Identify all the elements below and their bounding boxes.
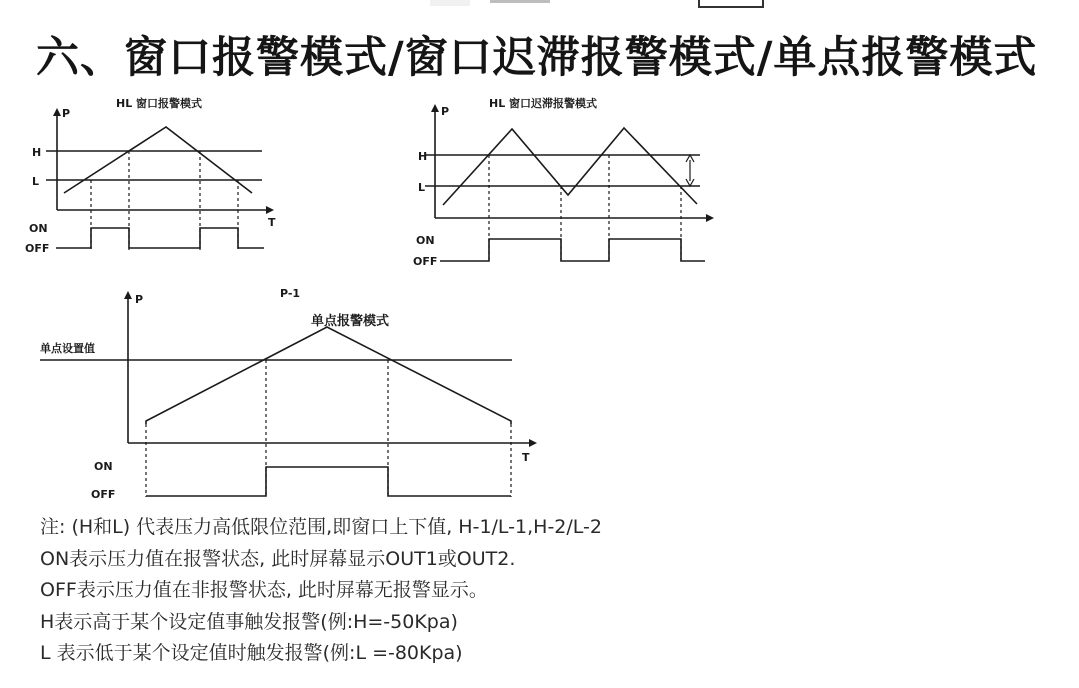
single-off-label: OFF bbox=[91, 488, 116, 501]
note-line: 注: (H和L) 代表压力高低限位范围,即窗口上下值, H-1/L-1,H-2/L-2 bbox=[40, 516, 602, 538]
hysteresis-low-label: L bbox=[418, 181, 426, 194]
page-title: 六、窗口报警模式/窗口迟滞报警模式/单点报警模式 bbox=[36, 33, 1038, 83]
window-switch-signal bbox=[56, 228, 264, 248]
window-pressure-curve bbox=[64, 127, 252, 193]
window-high-label: H bbox=[32, 146, 42, 159]
single-pressure-curve bbox=[146, 327, 511, 424]
note-line: H表示高于某个设定值事触发报警(例:H=-50Kpa) bbox=[40, 610, 458, 633]
hysteresis-y-label: P bbox=[441, 105, 450, 118]
single-switch-signal bbox=[146, 467, 511, 496]
single-diagram-caption: P-1 bbox=[280, 287, 301, 300]
hysteresis-high-label: H bbox=[418, 150, 428, 163]
hysteresis-pressure-curve bbox=[443, 128, 697, 205]
single-on-label: ON bbox=[94, 460, 113, 473]
single-x-label: T bbox=[522, 451, 530, 464]
window-diagram-title: HL 窗口报警模式 bbox=[116, 97, 203, 110]
window-alarm-diagram bbox=[25, 96, 276, 255]
notes-block bbox=[40, 512, 1040, 670]
hysteresis-on-label: ON bbox=[416, 234, 435, 247]
hysteresis-diagram-title: HL 窗口迟滞报警模式 bbox=[489, 97, 598, 110]
window-on-label: ON bbox=[29, 222, 48, 235]
hysteresis-switch-signal bbox=[440, 239, 705, 261]
single-diagram-title: 单点报警模式 bbox=[311, 314, 390, 329]
single-y-label: P bbox=[135, 293, 144, 306]
window-off-label: OFF bbox=[25, 242, 50, 255]
note-line: L 表示低于某个设定值时触发报警(例:L =-80Kpa) bbox=[40, 642, 463, 664]
window-y-label: P bbox=[62, 107, 71, 120]
single-point-alarm-diagram bbox=[40, 287, 535, 501]
note-line: OFF表示压力值在非报警状态, 此时屏幕无报警显示。 bbox=[40, 579, 488, 601]
single-setpoint-label: 单点设置值 bbox=[40, 342, 95, 355]
window-low-label: L bbox=[32, 175, 40, 188]
window-x-label: T bbox=[268, 216, 276, 229]
note-line: ON表示压力值在报警状态, 此时屏幕显示OUT1或OUT2. bbox=[40, 547, 516, 570]
single-transition-guides bbox=[146, 360, 511, 497]
hysteresis-off-label: OFF bbox=[413, 255, 438, 268]
hysteresis-transition-guides bbox=[489, 155, 681, 262]
hysteresis-alarm-diagram bbox=[413, 96, 712, 268]
